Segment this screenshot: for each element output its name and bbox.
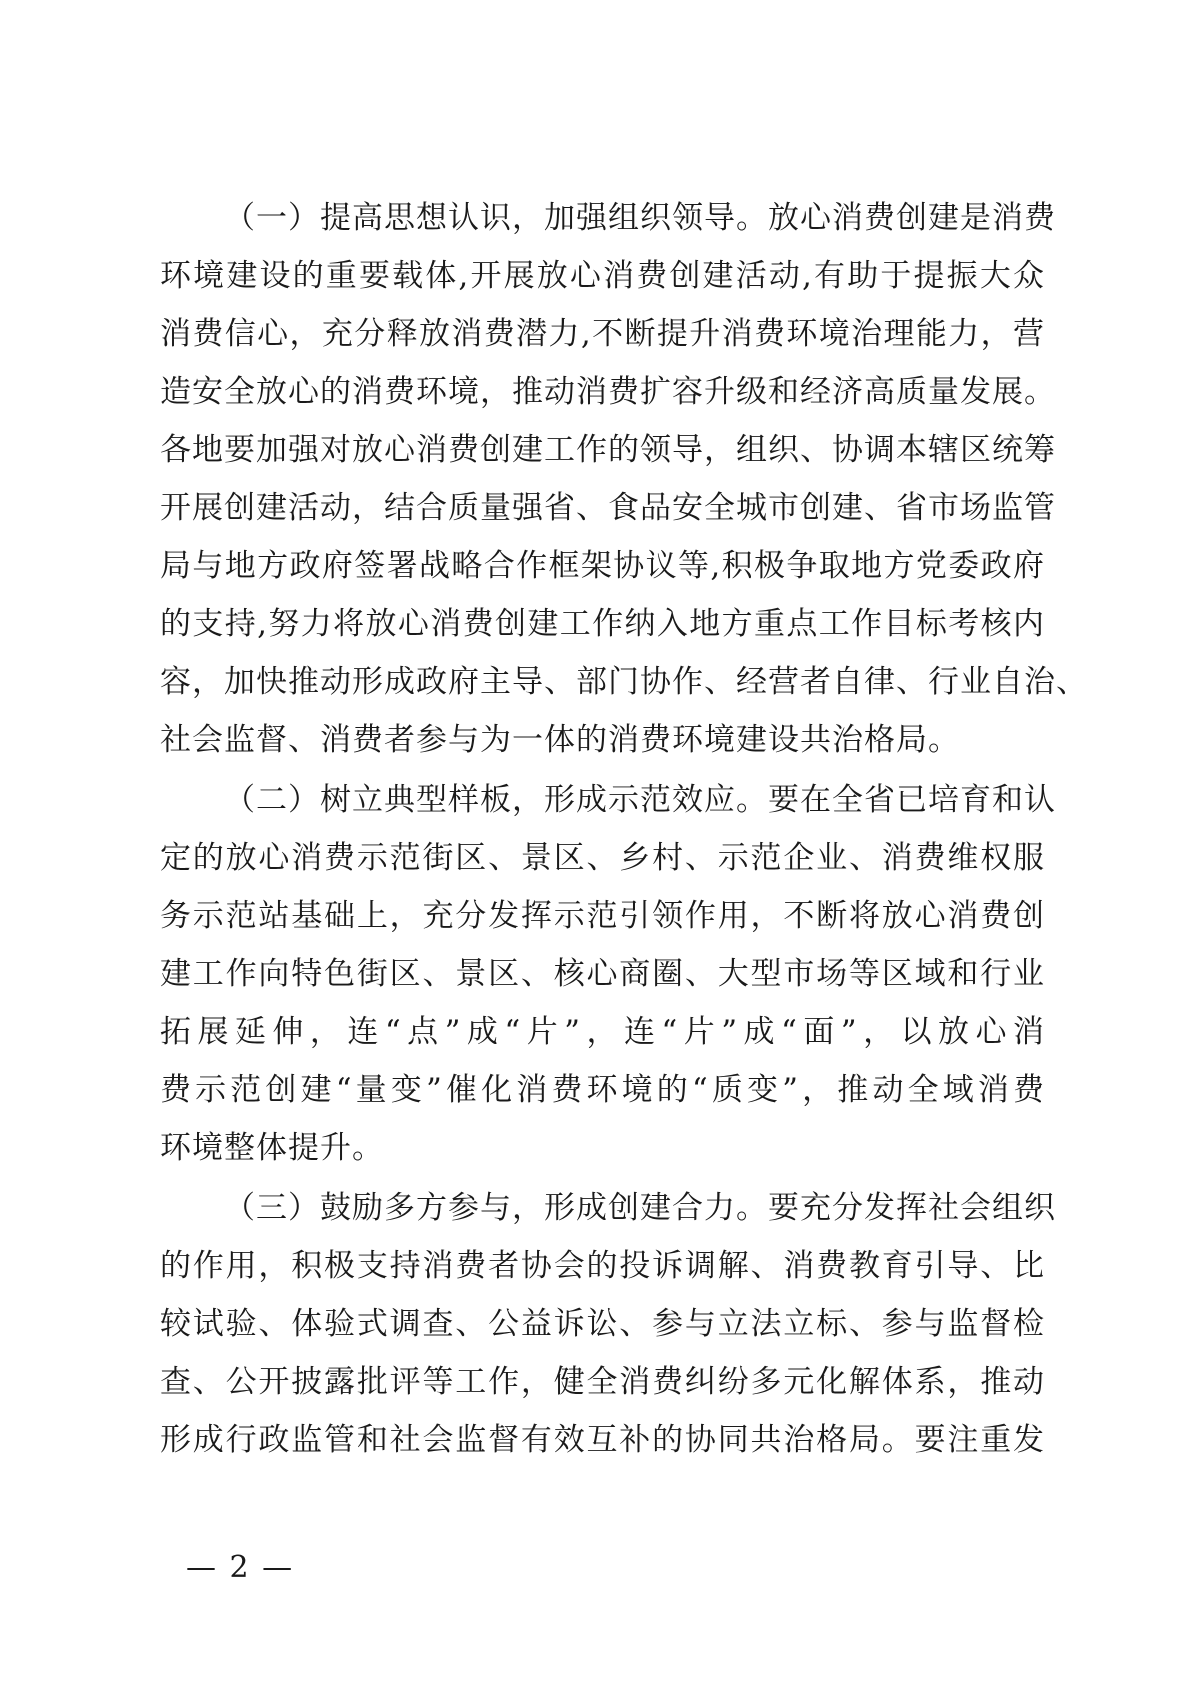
paragraph-2-line-4: 建工作向特色街区、景区、核心商圈、大型市场等区域和行业	[160, 956, 1045, 992]
paragraph-1-line-5: 各地要加强对放心消费创建工作的领导，组织、协调本辖区统筹	[160, 432, 1056, 468]
paragraph-2-line-1: （二）树立典型样板，形成示范效应。要在全省已培育和认	[224, 782, 1056, 818]
paragraph-3-line-3: 较试验、体验式调查、公益诉讼、参与立法立标、参与监督检	[160, 1306, 1045, 1342]
paragraph-1-line-4: 造安全放心的消费环境，推动消费扩容升级和经济高质量发展。	[160, 374, 1056, 410]
paragraph-3-line-4: 查、公开披露批评等工作，健全消费纠纷多元化解体系，推动	[160, 1364, 1045, 1400]
paragraph-2-line-6: 费示范创建“量变”催化消费环境的“质变”，推动全域消费	[160, 1072, 1045, 1108]
page-number: — 2 —	[186, 1550, 295, 1585]
paragraph-3-line-1: （三）鼓励多方参与，形成创建合力。要充分发挥社会组织	[224, 1190, 1056, 1226]
paragraph-2-line-3: 务示范站基础上，充分发挥示范引领作用，不断将放心消费创	[160, 898, 1045, 934]
paragraph-3-line-5: 形成行政监管和社会监督有效互补的协同共治格局。要注重发	[160, 1422, 1045, 1458]
paragraph-2-line-2: 定的放心消费示范街区、景区、乡村、示范企业、消费维权服	[160, 840, 1045, 876]
paragraph-2-line-7: 环境整体提升。	[160, 1130, 384, 1166]
paragraph-1-line-1: （一）提高思想认识，加强组织领导。放心消费创建是消费	[224, 200, 1056, 236]
paragraph-1-line-7: 局与地方政府签署战略合作框架协议等,积极争取地方党委政府	[160, 548, 1045, 584]
paragraph-1-line-3: 消费信心，充分释放消费潜力,不断提升消费环境治理能力，营	[160, 316, 1045, 352]
paragraph-1-line-9: 容，加快推动形成政府主导、部门协作、经营者自律、行业自治、	[160, 664, 1088, 700]
paragraph-1-line-2: 环境建设的重要载体,开展放心消费创建活动,有助于提振大众	[160, 258, 1045, 294]
paragraph-3-line-2: 的作用，积极支持消费者协会的投诉调解、消费教育引导、比	[160, 1248, 1045, 1284]
paragraph-1-line-10: 社会监督、消费者参与为一体的消费环境建设共治格局。	[160, 722, 960, 758]
paragraph-1-line-8: 的支持,努力将放心消费创建工作纳入地方重点工作目标考核内	[160, 606, 1045, 642]
paragraph-2-line-5: 拓展延伸，连“点”成“片”，连“片”成“面”，以放心消	[160, 1014, 1045, 1050]
paragraph-1-line-6: 开展创建活动，结合质量强省、食品安全城市创建、省市场监管	[160, 490, 1056, 526]
